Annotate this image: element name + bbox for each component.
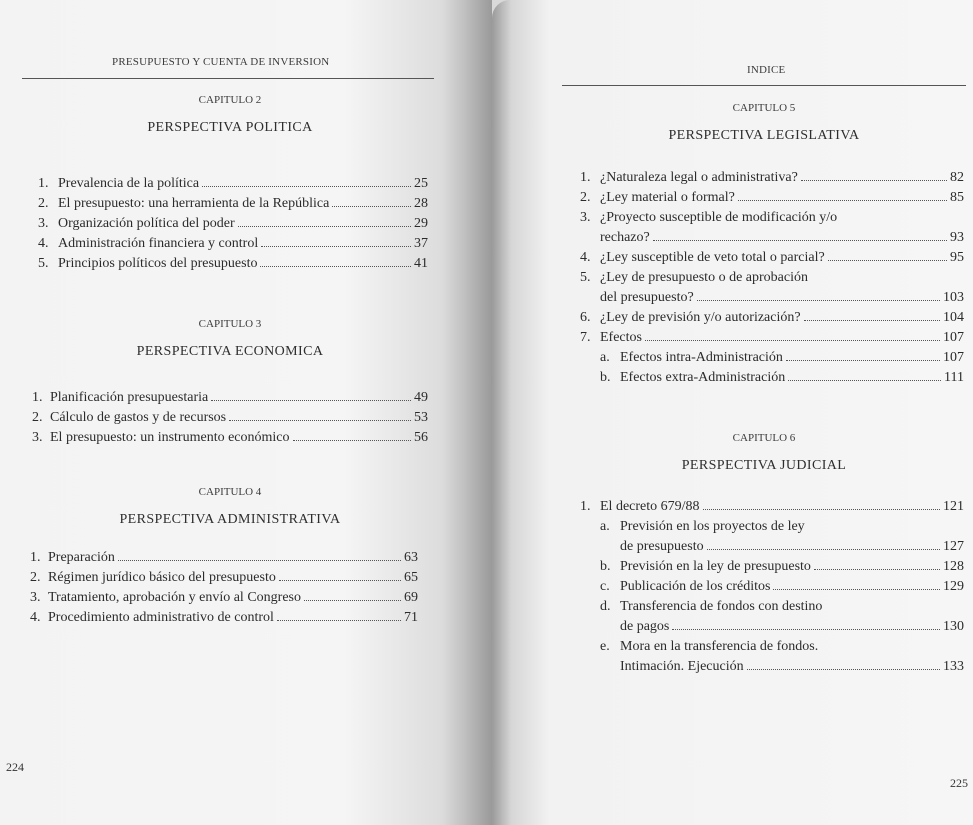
entry-page: 104 xyxy=(943,310,964,325)
dot-leader xyxy=(261,246,411,247)
dot-leader xyxy=(332,206,411,207)
dot-leader xyxy=(738,200,947,201)
dot-leader xyxy=(703,509,940,510)
dot-leader xyxy=(707,549,940,550)
dot-leader xyxy=(828,260,947,261)
toc-entry[interactable] xyxy=(580,188,964,208)
toc-list xyxy=(580,168,964,388)
page-number: 225 xyxy=(950,776,968,790)
entry-title: Previsión en los proyectos de ley xyxy=(620,519,805,534)
dot-leader xyxy=(653,240,947,241)
toc-list xyxy=(38,174,428,274)
entry-page: 93 xyxy=(950,230,964,245)
entry-title: El decreto 679/88 xyxy=(600,499,700,514)
chapter-title: PERSPECTIVA ECONOMICA xyxy=(136,344,324,359)
entry-letter: a. xyxy=(600,519,610,534)
entry-title: Publicación de los créditos xyxy=(620,579,771,594)
toc-entry[interactable] xyxy=(580,268,964,288)
chapter-number: CAPITULO 5 xyxy=(732,102,796,114)
toc-entry[interactable] xyxy=(38,214,428,234)
toc-entry[interactable] xyxy=(32,408,428,428)
entry-page: 56 xyxy=(414,430,428,445)
entry-page: 53 xyxy=(414,410,428,425)
entry-number: 3. xyxy=(30,590,41,605)
entry-page: 71 xyxy=(404,610,418,625)
dot-leader xyxy=(293,440,411,441)
entry-title: Efectos intra-Administración xyxy=(620,350,783,365)
entry-title: Prevalencia de la política xyxy=(58,176,200,191)
entry-title: Preparación xyxy=(48,550,115,565)
entry-title: Transferencia de fondos con destino xyxy=(620,599,823,614)
entry-title: Procedimiento administrativo de control xyxy=(48,610,274,625)
toc-subentry[interactable] xyxy=(580,348,964,368)
toc-subentry[interactable] xyxy=(580,517,964,537)
entry-letter: b. xyxy=(600,370,611,385)
toc-list xyxy=(580,497,964,677)
entry-title: Efectos xyxy=(600,330,642,345)
toc-list xyxy=(30,548,418,628)
chapter-title: PERSPECTIVA LEGISLATIVA xyxy=(668,128,860,143)
entry-page: 29 xyxy=(414,216,428,231)
dot-leader xyxy=(697,300,940,301)
entry-number: 5. xyxy=(38,256,49,271)
entry-number: 2. xyxy=(38,196,49,211)
entry-page: 128 xyxy=(943,559,964,574)
entry-number: 1. xyxy=(38,176,49,191)
entry-number: 1. xyxy=(30,550,41,565)
entry-title: ¿Naturaleza legal o administrativa? xyxy=(600,170,798,185)
entry-page: 103 xyxy=(943,290,964,305)
entry-title: ¿Proyecto susceptible de modificación y/o xyxy=(600,210,838,225)
toc-entry[interactable] xyxy=(32,388,428,408)
dot-leader xyxy=(279,580,401,581)
toc-entry[interactable] xyxy=(38,234,428,254)
header-rule xyxy=(562,85,966,86)
chapter-number: CAPITULO 6 xyxy=(732,432,796,444)
entry-number: 1. xyxy=(580,170,591,185)
entry-title: Organización política del poder xyxy=(58,216,235,231)
entry-letter: b. xyxy=(600,559,611,574)
dot-leader xyxy=(814,569,940,570)
entry-number: 3. xyxy=(580,210,591,225)
entry-page: 65 xyxy=(404,570,418,585)
entry-title: de pagos xyxy=(620,619,670,634)
dot-leader xyxy=(804,320,940,321)
chapter-title: PERSPECTIVA JUDICIAL xyxy=(681,458,847,473)
entry-number: 5. xyxy=(580,270,591,285)
dot-leader xyxy=(788,380,941,381)
dot-leader xyxy=(260,266,411,267)
right-page xyxy=(492,0,973,825)
dot-leader xyxy=(202,186,411,187)
entry-page: 28 xyxy=(414,196,428,211)
entry-number: 4. xyxy=(580,250,591,265)
dot-leader xyxy=(672,629,940,630)
entry-page: 63 xyxy=(404,550,418,565)
dot-leader xyxy=(229,420,411,421)
chapter-number: CAPITULO 2 xyxy=(198,94,262,106)
dot-leader xyxy=(118,560,401,561)
toc-subentry[interactable] xyxy=(580,557,964,577)
entry-page: 127 xyxy=(943,539,964,554)
entry-title: ¿Ley susceptible de veto total o parcial? xyxy=(600,250,825,265)
entry-title: Principios políticos del presupuesto xyxy=(58,256,258,271)
entry-page: 85 xyxy=(950,190,964,205)
entry-page: 107 xyxy=(943,330,964,345)
entry-title: Administración financiera y control xyxy=(58,236,259,251)
toc-entry[interactable] xyxy=(38,194,428,214)
entry-title: ¿Ley material o formal? xyxy=(600,190,735,205)
entry-title: Régimen jurídico básico del presupuesto xyxy=(48,570,276,585)
entry-page: 37 xyxy=(414,236,428,251)
toc-entry[interactable] xyxy=(580,497,964,517)
entry-number: 6. xyxy=(580,310,591,325)
entry-page: 121 xyxy=(943,499,964,514)
entry-number: 7. xyxy=(580,330,591,345)
toc-subentry-continuation[interactable] xyxy=(580,617,964,637)
entry-title: Planificación presupuestaria xyxy=(50,390,209,405)
dot-leader xyxy=(277,620,401,621)
toc-entry[interactable] xyxy=(30,588,418,608)
toc-entry-continuation[interactable] xyxy=(580,228,964,248)
toc-entry[interactable] xyxy=(580,248,964,268)
entry-title: del presupuesto? xyxy=(600,290,694,305)
entry-title: Mora en la transferencia de fondos. xyxy=(620,639,819,654)
toc-entry[interactable] xyxy=(580,328,964,348)
toc-entry[interactable] xyxy=(32,428,428,448)
dot-leader xyxy=(801,180,947,181)
toc-entry[interactable] xyxy=(38,174,428,194)
dot-leader xyxy=(304,600,401,601)
toc-subentry-continuation[interactable] xyxy=(580,657,964,677)
entry-title: Intimación. Ejecución xyxy=(620,659,744,674)
entry-page: 133 xyxy=(943,659,964,674)
toc-entry[interactable] xyxy=(580,308,964,328)
entry-number: 2. xyxy=(32,410,43,425)
toc-list xyxy=(32,388,428,448)
chapter-number: CAPITULO 3 xyxy=(198,318,262,330)
entry-number: 1. xyxy=(32,390,43,405)
dot-leader xyxy=(645,340,940,341)
entry-letter: e. xyxy=(600,639,610,654)
entry-page: 129 xyxy=(943,579,964,594)
entry-number: 3. xyxy=(38,216,49,231)
gutter-shadow xyxy=(440,0,492,825)
dot-leader xyxy=(238,226,411,227)
page-number: 224 xyxy=(6,760,24,774)
dot-leader xyxy=(773,589,940,590)
entry-title: Tratamiento, aprobación y envío al Congreso xyxy=(48,590,301,605)
toc-entry-continuation[interactable] xyxy=(580,288,964,308)
entry-number: 2. xyxy=(30,570,41,585)
toc-subentry[interactable] xyxy=(580,637,964,657)
entry-page: 130 xyxy=(943,619,964,634)
toc-subentry[interactable] xyxy=(580,597,964,617)
entry-title: de presupuesto xyxy=(620,539,704,554)
chapter-title: PERSPECTIVA POLITICA xyxy=(147,120,313,135)
entry-title: Efectos extra-Administración xyxy=(620,370,786,385)
toc-entry[interactable] xyxy=(30,548,418,568)
entry-number: 1. xyxy=(580,499,591,514)
toc-entry[interactable] xyxy=(30,568,418,588)
entry-title: El presupuesto: un instrumento económico xyxy=(50,430,290,445)
toc-entry[interactable] xyxy=(30,608,418,628)
entry-number: 4. xyxy=(38,236,49,251)
entry-title: ¿Ley de previsión y/o autorización? xyxy=(600,310,801,325)
entry-page: 69 xyxy=(404,590,418,605)
entry-letter: a. xyxy=(600,350,610,365)
entry-page: 95 xyxy=(950,250,964,265)
toc-entry[interactable] xyxy=(580,208,964,228)
header-rule xyxy=(22,78,434,79)
entry-number: 3. xyxy=(32,430,43,445)
entry-page: 111 xyxy=(944,370,964,385)
entry-title: Cálculo de gastos y de recursos xyxy=(50,410,227,425)
entry-page: 41 xyxy=(414,256,428,271)
toc-entry[interactable] xyxy=(580,168,964,188)
toc-subentry[interactable] xyxy=(580,577,964,597)
toc-subentry-continuation[interactable] xyxy=(580,537,964,557)
chapter-number: CAPITULO 4 xyxy=(198,486,262,498)
dot-leader xyxy=(786,360,940,361)
toc-subentry[interactable] xyxy=(580,368,964,388)
running-head: INDICE xyxy=(747,64,786,76)
toc-entry[interactable] xyxy=(38,254,428,274)
entry-number: 4. xyxy=(30,610,41,625)
dot-leader xyxy=(747,669,940,670)
entry-number: 2. xyxy=(580,190,591,205)
running-head: PRESUPUESTO Y CUENTA DE INVERSION xyxy=(112,56,330,68)
entry-page: 49 xyxy=(414,390,428,405)
entry-page: 25 xyxy=(414,176,428,191)
entry-page: 82 xyxy=(950,170,964,185)
entry-title: ¿Ley de presupuesto o de aprobación xyxy=(600,270,808,285)
entry-letter: c. xyxy=(600,579,610,594)
entry-title: Previsión en la ley de presupuesto xyxy=(620,559,811,574)
dot-leader xyxy=(211,400,411,401)
entry-page: 107 xyxy=(943,350,964,365)
entry-title: rechazo? xyxy=(600,230,650,245)
entry-title: El presupuesto: una herramienta de la República xyxy=(58,196,330,211)
entry-letter: d. xyxy=(600,599,611,614)
chapter-title: PERSPECTIVA ADMINISTRATIVA xyxy=(119,512,341,527)
